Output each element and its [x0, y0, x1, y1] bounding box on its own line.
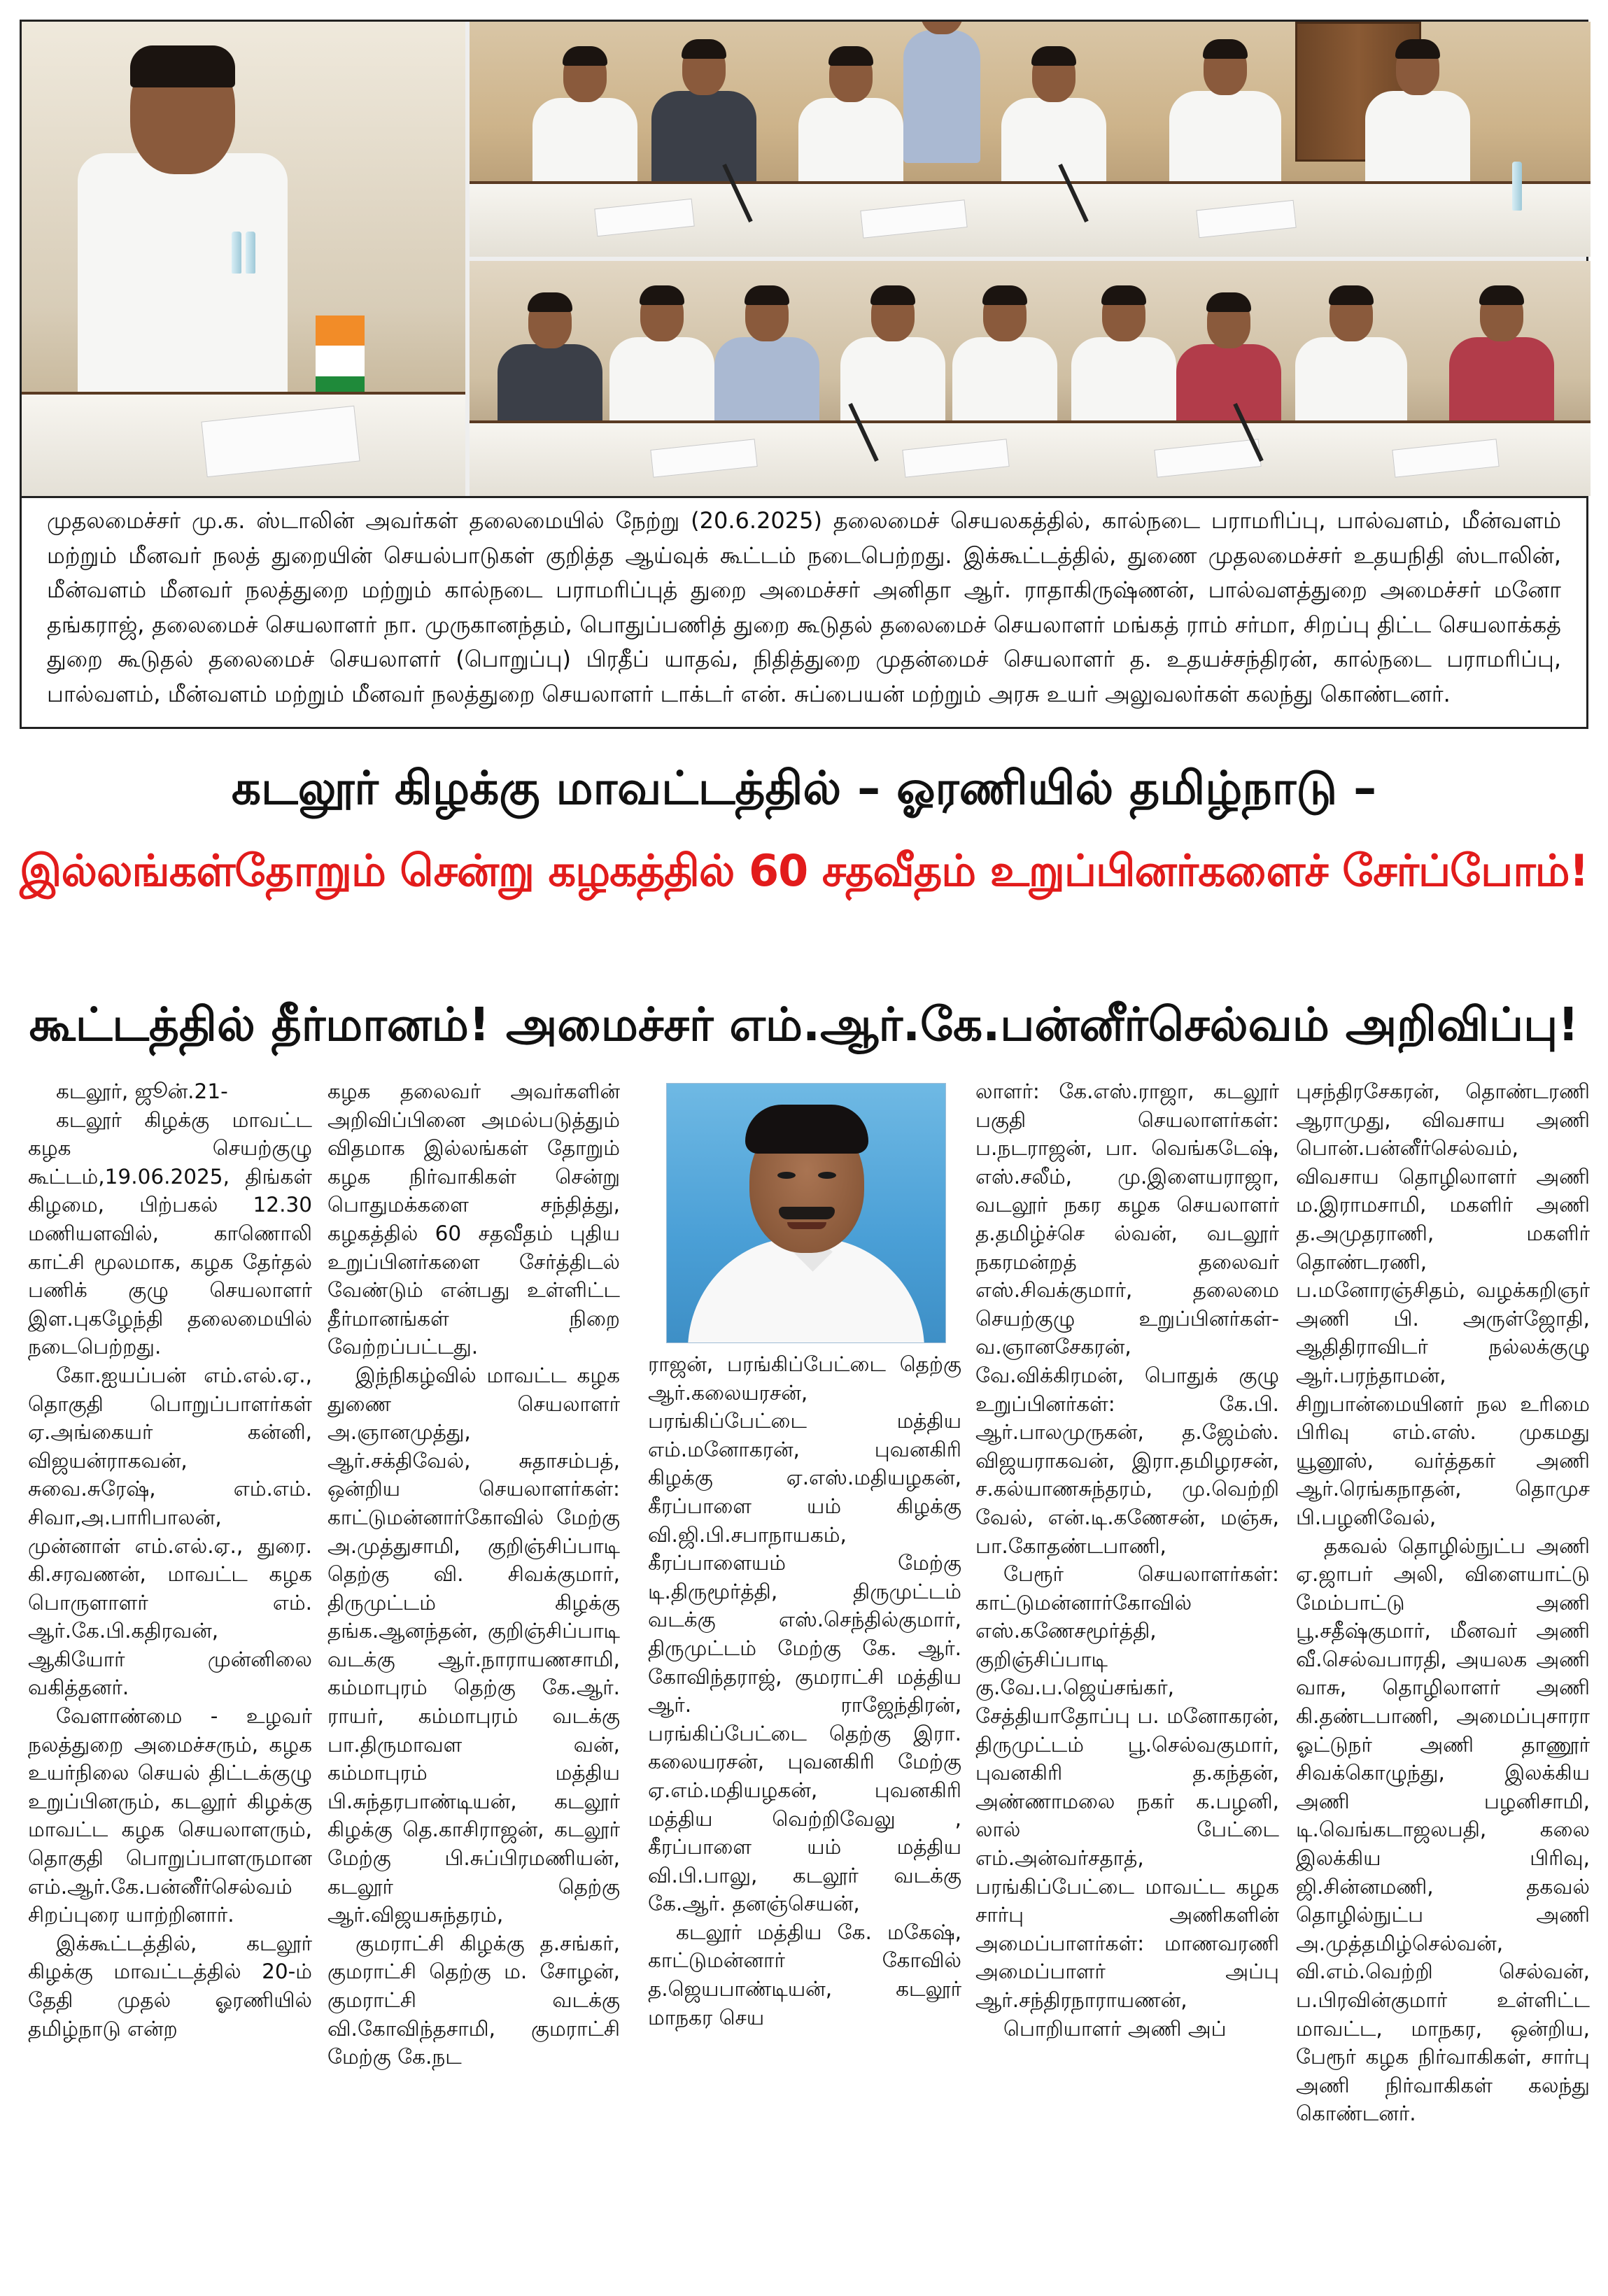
person-figure — [903, 22, 980, 163]
article-paragraph: வேளாண்மை - உழவர் நலத்துறை அமைச்சரும், கழக உயர்நிலை செயல் திட்டக்குழு உறுப்பினரும், கடலூர் கிழக்கு மாவட்ட கழக செயலாளரும், தொகுதி பொறுப்பாளருமான எம்.ஆர்.கே.பன்னீர்செல்வம் சிறப்புரை யாற்றினார். — [28, 1704, 312, 1927]
article-column-2 — [327, 1077, 620, 2071]
headline-sub: கூட்டத்தில் தீர்மானம்! அமைச்சர் எம்.ஆர்.கே.பன்னீர்செல்வம் அறிவிப்பு! — [29, 998, 1579, 1051]
article-paragraph: இக்கூட்டத்தில், கடலூர் கிழக்கு மாவட்டத்தில் 20-ம் தேதி முதல் ஓரணியில் தமிழ்நாடு என்ற — [28, 1931, 312, 2041]
article-column-1 — [28, 1077, 312, 2043]
article-column-5 — [1296, 1077, 1590, 2128]
article-paragraph: கடலூர் கிழக்கு மாவட்ட கழக செயற்குழு கூட்டம்,19.06.2025, திங்கள் கிழமை, பிற்பகல் 12.30 மணியளவில், காணொலி காட்சி மூலமாக, கழக தேர்தல் பணிக் குழு செயலாளர் இள.புகழேந்தி தலைமையில் நடைபெற்றது. — [28, 1107, 312, 1359]
article-paragraph: பொறியாளர் அணி அப் — [1003, 2016, 1227, 2041]
photo-caption: முதலமைச்சர் மு.க. ஸ்டாலின் அவர்கள் தலைமையில் நேற்று (20.6.2025) தலைமைச் செயலகத்தில், கால்நடை பராமரிப்பு, பால்வளம், மீன்வளம் மற்றும் மீனவர் நலத் துறையின் செயல்பாடுகள் குறித்த ஆய்வுக் கூட்டம் நடைபெற்றது. இக்கூட்டத்தில், துணை முதலமைச்சர் உதயநிதி ஸ்டாலின், மீன்வளம் மீனவர் நலத்துறை மற்றும் கால்நடை பராமரிப்புத் துறை அமைச்சர் அனிதா ஆர். ராதாகிருஷ்ணன், பால்வளத்துறை அமைச்சர் மனோ தங்கராஜ், தலைமைச் செயலாளர் நா. முருகானந்தம், பொதுப்பணித் துறை கூடுதல் தலைமைச் செயலாளர் மங்கத் ராம் சர்மா, சிறப்பு திட்ட செயலாக்கத் துறை கூடுதல் தலைமைச் செயலாளர் (பொறுப்பு) பிரதீப் யாதவ், நிதித்துறை முதன்மைச் செயலாளர் த. உதயச்சந்திரன், கால்நடை பராமரிப்பு, பால்வளம், மீன்வளம் மற்றும் மீனவர் நலத்துறை செயலாளர் டாக்டர் என். சுப்பையன் மற்றும் அரசு உயர் அலுவலர்கள் கலந்து கொண்டனர். — [47, 507, 1562, 707]
article-paragraph: இந்நிகழ்வில் மாவட்ட கழக துணை செயலாளர் அ.ஞானமுத்து, ஆர்.சக்திவேல், சுதாசம்பத், ஒன்றிய செயலாளர்கள்: காட்டுமன்னார்கோவில் மேற்கு அ.முத்துசாமி, குறிஞ்சிப்பாடி தெற்கு வி. சிவக்குமார், திருமுட்டம் கிழக்கு தங்க.ஆனந்தன், குறிஞ்சிப்பாடி வடக்கு ஆர்.நாராயணசாமி, கம்மாபுரம் தெற்கு கே.ஆர். ராயர், கம்மாபுரம் வடக்கு பா.திருமாவள வன், கம்மாபுரம் மத்திய பி.சுந்தரபாண்டியன், கடலூர் கிழக்கு தெ.காசிராஜன், கடலூர் மேற்கு பி.சுப்பிரமணியன், கடலூர் தெற்கு ஆர்.விஜயசுந்தரம், — [327, 1363, 620, 1927]
article-column-3 — [648, 1350, 961, 2032]
photo-collage — [20, 20, 1588, 498]
article-paragraph: குமராட்சி கிழக்கு த.சங்கர், குமராட்சி தெற்கு ம. சோழன், குமராட்சி வடக்கு வி.கோவிந்தசாமி, குமராட்சி மேற்கு கே.நட — [327, 1931, 620, 2069]
photo-meeting-bottom — [470, 261, 1591, 496]
photo-chief-minister — [22, 22, 465, 496]
article-paragraph: தகவல் தொழில்நுட்ப அணி ஏ.ஜாபர் அலி, விளையாட்டு மேம்பாட்டு அணி பூ.சதீஷ்குமார், மீனவர் அணி வீ.செல்வபாரதி, அயலக அணி வாசு, தொழிலாளர் அணி கி.தண்டபாணி, அமைப்புசாரா ஓட்டுநர் அணி தாணூர் சிவக்கொழுந்து, இலக்கிய அணி பழனிசாமி, டி.வெங்கடாஜலபதி, கலை இலக்கிய பிரிவு, ஜி.சின்னமணி, தகவல் தொழில்நுட்ப அணி அ.முத்தமிழ்செல்வன், வி.எம்.வெற்றி செல்வன், ப.பிரவின்குமார் உள்ளிட்ட மாவட்ட, மாநகர, ஒன்றிய, பேரூர் கழக நிர்வாகிகள், சார்பு அணி நிர்வாகிகள் கலந்து கொண்டனர். — [1296, 1533, 1590, 2126]
person-figure — [78, 48, 288, 412]
photo-caption-box — [20, 498, 1588, 729]
article-column-4 — [975, 1077, 1279, 2043]
bottle-icon — [1512, 162, 1522, 211]
article-paragraph: ராஜன், பரங்கிப்பேட்டை தெற்கு ஆர்.கலையரசன், பரங்கிப்பேட்டை மத்திய எம்.மனோகரன், புவனகிரி கிழக்கு ஏ.எஸ்.மதியழகன், கீரப்பாளை யம் கிழக்கு வி.ஜி.பி.சபாநாயகம், கீரப்பாளையம் மேற்கு டி.திருமூர்த்தி, திருமுட்டம் வடக்கு எஸ்.செந்தில்குமார், திருமுட்டம் மேற்கு கே. ஆர். கோவிந்தராஜ், குமராட்சி மத்திய ஆர். ராஜேந்திரன், பரங்கிப்பேட்டை தெற்கு இரா. கலையரசன், புவனகிரி மேற்கு ஏ.எம்.மதியழகன், புவனகிரி மத்திய வெற்றிவேலு , கீரப்பாளை யம் மத்திய வி.பி.பாலு, கடலூர் வடக்கு கே.ஆர். தனஞ்செயன், — [648, 1352, 961, 1916]
article-paragraph: கோ.ஐயப்பன் எம்.எல்.ஏ., தொகுதி பொறுப்பாளர்கள் ஏ.அங்கையர் கன்னி, விஜயன்ராகவன், சுவை.சுரேஷ், எம்.எம். சிவா,அ.பாரிபாலன், முன்னாள் எம்.எல்.ஏ., துரை. கி.சரவணன், மாவட்ட கழக பொருளாளர் எம். ஆர்.கே.பி.கதிரவன், ஆகியோர் முன்னிலை வகித்தனர். — [28, 1363, 312, 1700]
bottle-icon — [232, 232, 241, 274]
bottle-icon — [246, 232, 255, 274]
article-paragraph: கடலூர் மத்திய கே. மகேஷ், காட்டுமன்னார் கோவில் த.ஜெயபாண்டியன், கடலூர் மாநகர செய — [648, 1920, 961, 2029]
article-paragraph: பேரூர் செயலாளர்கள்: காட்டுமன்னார்கோவில் எஸ்.கணேசமூர்த்தி, குறிஞ்சிப்பாடி கு.வே.ப.ஜெய்சங்கர், சேத்தியாதோப்பு ப. மனோகரன், திருமுட்டம் பூ.செல்வகுமார், புவனகிரி த.கந்தன், அண்ணாமலை நகர் க.பழனி, லால் பேட்டை எம்.அன்வர்சதாத், பரங்கிப்பேட்டை மாவட்ட கழக சார்பு அணிகளின் அமைப்பாளர்கள்: மாணவரணி அமைப்பாளர் அப்பு ஆர்.சந்திரநாராயணன், — [975, 1562, 1279, 2012]
article-paragraph: புசந்திரசேகரன், தொண்டரணி ஆராமுது, விவசாய அணி பொன்.பன்னீர்செல்வம், விவசாய தொழிலாளர் அணி ம.இராமசாமி, மகளிர் அணி த.அமுதராணி, மகளிர் தொண்டரணி, ப.மனோரஞ்சிதம், வழக்கறிஞர் அணி பி. அருள்ஜோதி, ஆதிதிராவிடர் நல்லக்குழு ஆர்.பரந்தாமன், சிறுபான்மையினர் நல உரிமை பிரிவு எம்.எஸ். முகமது யூனூஸ், வர்த்தகர் அணி ஆர்.ரெங்கநாதன், தொமுச பி.பழனிவேல், — [1296, 1079, 1590, 1529]
article-paragraph: லாளர்: கே.எஸ்.ராஜா, கடலூர் பகுதி செயலாளர்கள்: ப.நடராஜன், பா. வெங்கடேஷ், எஸ்.சலீம், மு.இளையராஜா, வடலூர் நகர கழக செயலாளர் த.தமிழ்ச்செ ல்வன், வடலூர் நகரமன்றத் தலைவர் எஸ்.சிவக்குமார், தலைமை செயற்குழு உறுப்பினர்கள்- வ.ஞானசேகரன், வே.விக்கிரமன், பொதுக் குழு உறுப்பினர்கள்: கே.பி. ஆர்.பாலமுருகன், த.ஜேம்ஸ். விஜயராகவன், இரா.தமிழரசன், ச.கல்யாணசுந்தரம், மு.வெற்றி வேல், என்.டி.கணேசன், மஞ்சு, பா.கோதண்டபாணி, — [975, 1079, 1279, 1558]
article-paragraph: கழக தலைவர் அவர்களின் அறிவிப்பினை அமல்படுத்தும் விதமாக இல்லங்கள் தோறும் கழக நிர்வாகிகள் சென்று பொதுமக்களை சந்தித்து, கழகத்தில் 60 சதவீதம் புதிய உறுப்பினர்களை சேர்த்திடல் வேண்டும் என்பது உள்ளிட்ட தீர்மானங்கள் நிறை வேற்றப்பட்டது. — [327, 1079, 620, 1359]
minister-portrait — [666, 1083, 946, 1343]
photo-meeting-top — [470, 22, 1591, 257]
article-dateline: கடலூர், ஜூன்.21- — [56, 1079, 228, 1103]
headline-main: இல்லங்கள்தோறும் சென்று கழகத்தில் 60 சதவீதம் உறுப்பினர்களைச் சேர்ப்போம்! — [20, 845, 1588, 896]
headline-kicker: கடலூர் கிழக்கு மாவட்டத்தில் – ஓரணியில் தமிழ்நாடு – — [231, 761, 1377, 815]
